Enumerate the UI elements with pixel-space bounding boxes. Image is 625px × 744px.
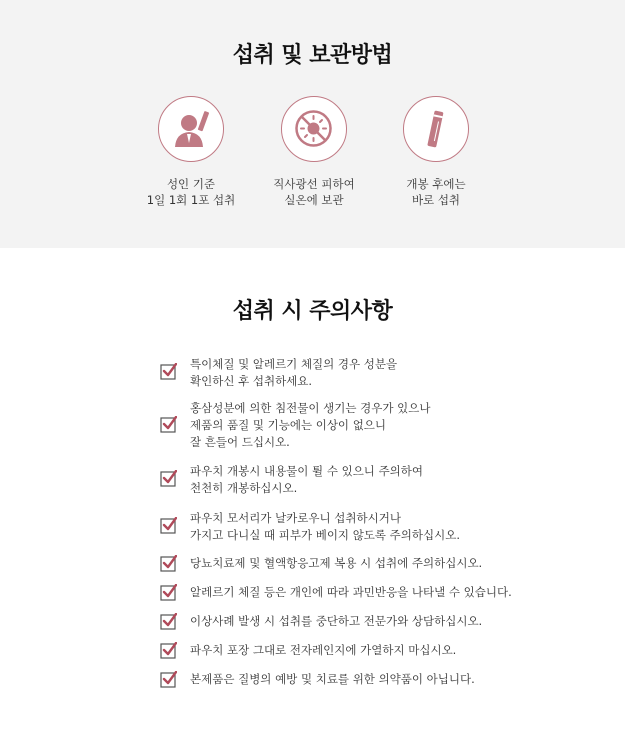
caution-line: 잘 흔들어 드십시오. xyxy=(190,435,290,449)
storage-item-opened xyxy=(366,96,506,208)
storage-item-line1: 성인 기준 xyxy=(166,177,216,191)
checkbox-checked-icon xyxy=(160,517,177,534)
caution-text: 본제품은 질병의 예방 및 치료를 위한 의약품이 아닙니다. xyxy=(190,672,475,686)
checkbox-checked-icon xyxy=(160,470,177,487)
caution-text: 알레르기 체질 등은 개인에 따라 과민반응을 나타낼 수 있습니다. xyxy=(190,585,512,599)
storage-item-line2: 바로 섭취 xyxy=(411,193,461,207)
caution-text xyxy=(190,510,460,544)
checkbox-checked-icon xyxy=(160,416,177,433)
storage-item-line2: 1일 1회 1포 섭취 xyxy=(146,193,236,207)
checkbox-checked-icon xyxy=(160,584,177,601)
cautions-title: 섭취 시 주의사항 xyxy=(232,299,393,324)
checkbox-checked-icon xyxy=(160,671,177,688)
no-sun-icon xyxy=(281,96,347,162)
caution-line: 천천히 개봉하십시오. xyxy=(190,481,298,495)
caution-text xyxy=(190,400,430,451)
caution-line: 제품의 품질 및 기능에는 이상이 없으니 xyxy=(190,418,387,432)
caution-line: 확인하신 후 섭취하세요. xyxy=(190,374,313,388)
stick-pouch-icon xyxy=(403,96,469,162)
storage-item-line2: 실온에 보관 xyxy=(284,193,344,207)
storage-item-line1: 개봉 후에는 xyxy=(406,177,466,191)
caution-line: 가지고 다니실 때 피부가 베이지 않도록 주의하십시오. xyxy=(190,528,460,542)
caution-text: 파우치 포장 그대로 전자레인지에 가열하지 마십시오. xyxy=(190,643,457,657)
storage-title: 섭취 및 보관방법 xyxy=(232,43,393,68)
storage-item-dosage xyxy=(121,96,261,208)
storage-item-line1: 직사광선 피하여 xyxy=(273,177,355,191)
storage-item-storage xyxy=(244,96,384,208)
caution-text xyxy=(190,356,397,390)
checkbox-checked-icon xyxy=(160,613,177,630)
caution-line: 파우치 개봉시 내용물이 튈 수 있으니 주의하여 xyxy=(190,464,424,478)
caution-line: 파우치 모서리가 날카로우니 섭취하시거나 xyxy=(190,511,401,525)
checkbox-checked-icon xyxy=(160,363,177,380)
caution-line: 홍삼성분에 의한 침전물이 생기는 경우가 있으나 xyxy=(190,401,431,415)
checkbox-checked-icon xyxy=(160,555,177,572)
caution-text: 이상사례 발생 시 섭취를 중단하고 전문가와 상담하십시오. xyxy=(190,614,483,628)
person-stick-icon xyxy=(158,96,224,162)
checkbox-checked-icon xyxy=(160,642,177,659)
caution-text xyxy=(190,463,423,497)
caution-line: 특이체질 및 알레르기 체질의 경우 성분을 xyxy=(190,357,398,371)
caution-text: 당뇨치료제 및 혈액항응고제 복용 시 섭취에 주의하십시오. xyxy=(190,556,483,570)
